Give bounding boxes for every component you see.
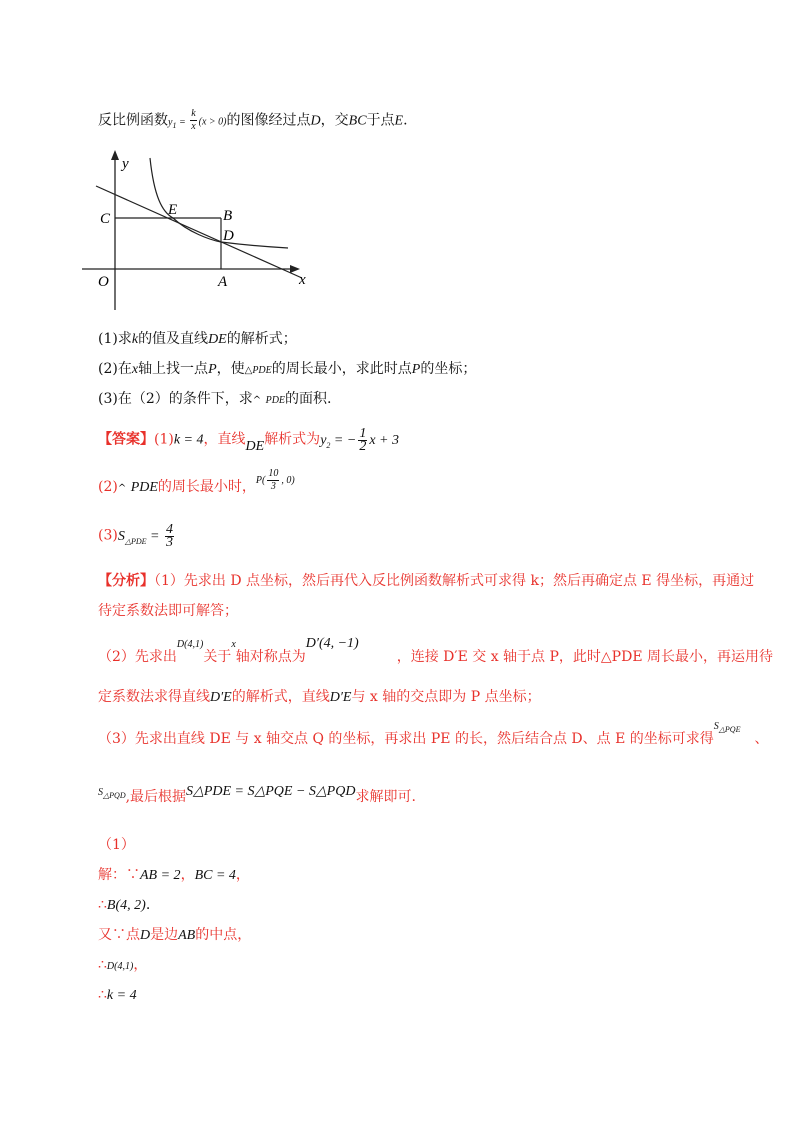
func-den: x [191,121,196,132]
a1-de: DE [245,438,265,454]
intro-mid2: ，交 [320,112,349,129]
a1-y: y [320,432,327,448]
q1-line: DE [208,332,227,347]
sol-l5-k: k = 4 [106,988,137,1003]
label-a: A [218,274,228,290]
sol-l3-mid: 是边 [150,927,179,943]
a2-p: P [255,475,263,486]
label-b: B [223,208,233,224]
a3-s: S [117,528,125,544]
q2-mid3: 的周长最小，求此时点 [271,361,412,377]
a1-fden: 2 [359,439,367,454]
analysis-p2-mid: 关于 [203,649,232,665]
sol-l5-pre: ∴ [98,987,107,1003]
a3-num: (3) [98,527,118,544]
q1-end: 的解析式； [226,331,297,347]
analysis-p3-mid: ,最后根据 [125,789,187,805]
q2-tri: PDE [252,365,272,376]
q3-tri: PDE [265,395,286,406]
analysis-p2-line2-a: 定系数法求得直线 [98,689,210,705]
a1-frac [358,428,367,453]
a3-frac [165,524,174,549]
a1-num: (1) [154,431,174,448]
analysis-p3-comma: 、 [754,731,769,747]
intro-func-cond: (x > 0) [198,116,227,128]
y-axis-arrow [111,150,119,160]
sol-l1-mid: ， [180,867,195,883]
func-y-sub: 1 [172,120,177,130]
a3-eq: = [150,528,160,544]
answer-2 [98,468,295,501]
analysis-line-4 [98,686,541,709]
analysis-p3-end: 求解即可. [355,789,416,805]
a1-k: k = 4 [173,432,204,448]
a2-tri: PDE [130,480,158,495]
q3-end: 的面积. [285,391,332,407]
analysis-p3-line1: （3）先求出直线 DE 与 x 轴交点 Q 的坐标，再求出 PE 的长，然后结合点 D、点 E 的坐标可求得 [98,731,714,747]
q3-tri-sym: ^ [252,395,262,406]
analysis-p2-dp: D′(4, −1) [305,636,359,651]
intro-func-lhs: $y_1$ = [168,116,189,130]
a2-p-expr: P( 10 3 , 0) [255,468,295,493]
analysis-line-5 [98,721,769,755]
a1-mid: ，直线 [203,431,246,448]
answer-3 [98,524,176,553]
intro-mid3: 于点 [366,112,395,129]
p3-s1-sub: △PQE [718,725,741,734]
answer-tag: 【答案】 [98,431,154,448]
solution-part-label: （1） [98,837,135,853]
answer-1 [98,428,399,457]
q2-prefix: (2)在 [98,361,132,377]
q2-axis: x [131,362,139,377]
question-2 [98,358,476,382]
q2-p: P [208,362,217,377]
question-1 [98,328,297,351]
sol-l4-pre: ∴ [98,957,107,973]
intro-point-d: D [310,113,321,129]
analysis-line-3 [98,636,773,670]
intro-point-e: E [394,113,404,129]
intro-end: . [403,112,408,129]
a2-frac [267,468,279,493]
a2-rest: , 0 [281,475,292,486]
intro-prefix: 反比例函数 [98,112,168,129]
sol-l1-bc: BC = 4 [194,868,236,883]
analysis-p2-line2-c: 与 x 轴的交点即为 P 点坐标； [351,689,541,705]
analysis-p2-post: ，连接 D′E 交 x 轴于点 P，此时△PDE 周长最小，再运用待 [396,649,773,665]
analysis-p2-pre: （2）先求出 [98,649,177,665]
coordinate-figure [70,148,320,318]
q2-mid: 轴上找一点 [138,361,209,377]
a1-sub: 2 [326,440,331,450]
sol-l1-pre: 解：∵ [98,867,140,883]
a2-fden: 3 [270,481,276,493]
sol-l4-d: D(4,1) [106,961,134,972]
analysis-line-6 [98,786,416,813]
func-num: k [191,108,196,119]
func-y: y [168,116,173,128]
q1-mid: 的值及直线 [138,331,209,347]
a1-expr [320,426,399,454]
sol-l2-end: . [145,897,151,913]
q3-prefix: (3)在（2）的条件下，求 [98,391,253,407]
sol-l3-end: 的中点， [195,927,252,943]
sol-l3-pre: 又∵点 [98,927,140,943]
analysis-p2-d: D(4,1) [176,639,204,650]
a2-mid: 的周长最小时， [157,479,256,495]
sol-l3-ab: AB [178,928,196,943]
a2-num: (2) [98,479,118,495]
label-d: D [223,228,234,244]
sol-l2-b: B(4, 2) [106,898,146,913]
sol-l1-ab: AB = 2 [140,868,181,883]
a3-fnum: 4 [166,522,173,537]
analysis-p2-mid2: 轴对称点为 [235,649,306,665]
intro-mid: 的图像经过点 [226,112,311,129]
analysis-p3-s2 [98,787,126,798]
solution-line-3 [98,924,251,947]
solution-line-1 [98,864,250,887]
a1-fnum: 1 [359,426,367,441]
analysis-p1-line1: （1）先求出 D 点坐标，然后再代入反比例函数解析式可求得 k；然后再确定点 E 得坐标，再通过 [154,573,755,589]
sol-l3-d: D [140,928,151,943]
q2-end: 的坐标； [420,361,477,377]
analysis-p2-line2-de2: D′E [329,690,352,705]
q1-var: k [131,332,139,347]
label-y: y [122,156,129,172]
label-e: E [168,202,178,218]
a1-eq: = − [333,432,357,448]
p3-s1: S [713,721,719,732]
analysis-line-1 [98,570,754,592]
sol-l4-end: ， [133,957,148,973]
intro-func-fraction [190,108,196,133]
sol-l1-end: ， [235,867,250,883]
analysis-tag: 【分析】 [98,573,154,589]
analysis-p3-s1 [714,721,741,732]
q2-p2: P [411,362,421,377]
line-de [96,186,302,278]
p3-s2-sub: △PQD [103,791,126,800]
analysis-p2-x: x [231,639,236,650]
analysis-p2-line2-de: D′E [210,690,232,705]
p3-s2: S [98,787,103,798]
label-o: O [98,274,109,290]
question-3 [98,388,332,412]
a1-rest: x + 3 [369,432,399,448]
analysis-p1-line2: 待定系数法即可解答； [98,603,238,619]
a1-mid2: 解析式为 [264,431,321,448]
a2-sym: ^ [117,483,127,494]
solution-line-2 [98,894,150,917]
solution-line-4 [98,954,147,978]
a3-fden: 3 [166,535,173,550]
analysis-line-2 [98,600,238,622]
analysis-p2-line2-b: 的解析式，直线 [231,689,330,705]
q2-mid2: ，使 [216,361,245,377]
intro-line [98,108,408,137]
solution-line-5 [98,984,137,1007]
a2-fnum: 10 [268,468,279,480]
q2-tri-sym: △ [244,365,253,376]
q1-prefix: (1)求 [98,331,132,347]
intro-seg-bc: BC [348,113,367,129]
label-c: C [100,211,111,227]
a3-expr [117,522,176,550]
a3-sub: △PDE [124,536,147,546]
label-x: x [299,272,306,288]
sol-l2-pre: ∴ [98,897,107,913]
analysis-p3-formula: S△PDE = S△PQE − S△PQD [186,784,356,799]
solution-part [98,834,135,856]
